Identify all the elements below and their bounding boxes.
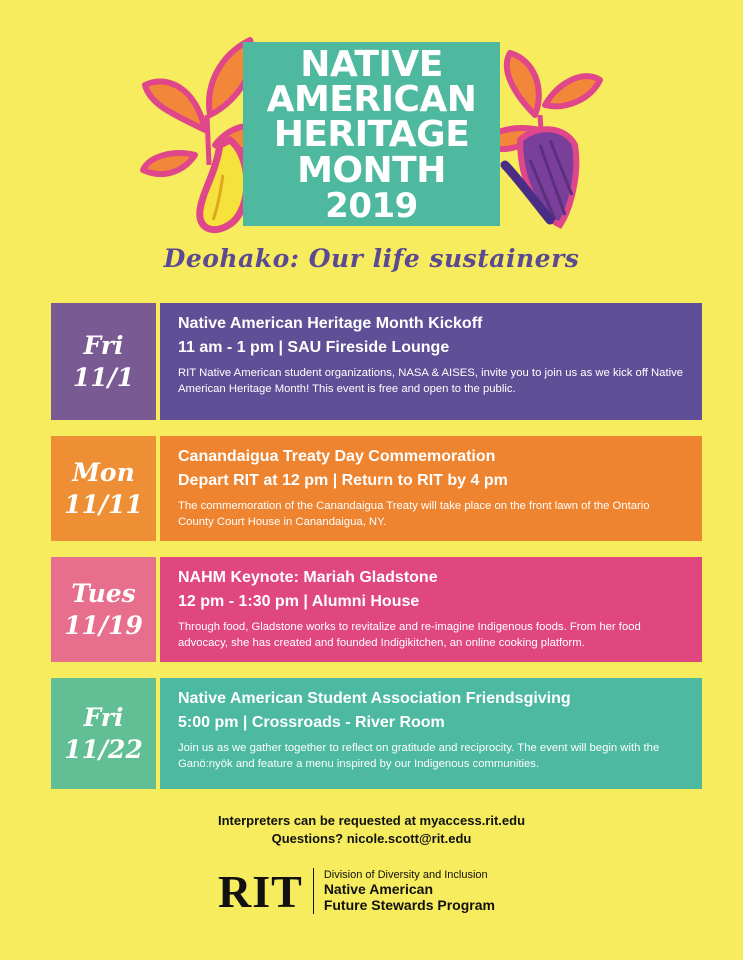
- event-date-number: 11/19: [64, 610, 143, 640]
- logo-text: [324, 869, 495, 914]
- event-time-location: Depart RIT at 12 pm | Return to RIT by 4 pm: [178, 472, 508, 489]
- event-date-number: 11/1: [72, 362, 135, 392]
- event-date: [51, 678, 156, 789]
- title-year: 2019: [325, 185, 418, 226]
- event-card: [51, 303, 702, 420]
- header: [0, 0, 743, 290]
- event-date: [51, 436, 156, 541]
- event-time-location: 5:00 pm | Crossroads - River Room: [178, 714, 445, 731]
- event-title: NAHM Keynote: Mariah Gladstone: [178, 569, 438, 586]
- title-line: HERITAGE: [273, 114, 470, 156]
- event-title: Canandaigua Treaty Day Commemoration: [178, 448, 496, 465]
- page-title: [243, 42, 500, 228]
- event-date-number: 11/11: [64, 489, 143, 519]
- event-date: [51, 303, 156, 420]
- rit-logo: [218, 866, 495, 916]
- title-line: AMERICAN: [266, 79, 477, 121]
- event-description: RIT Native American student organizations, NASA & AISES, invite you to join us as we kick off Native American Heritage Month! This event is free and open to the public.: [178, 367, 684, 396]
- event-details: [160, 557, 702, 662]
- event-details: [160, 678, 702, 789]
- event-date: [51, 557, 156, 662]
- rit-wordmark: RIT: [218, 865, 303, 917]
- event-card: [51, 678, 702, 789]
- contact-note: Questions? nicole.scott@rit.edu: [271, 831, 472, 847]
- footer: [0, 812, 743, 848]
- title-line: NATIVE: [300, 43, 443, 85]
- event-day: Tues: [71, 579, 136, 609]
- event-time-location: 12 pm - 1:30 pm | Alumni House: [178, 593, 420, 610]
- event-description: The commemoration of the Canandaigua Treaty will take place on the front lawn of the Ontario County Court House in Canandaigua, NY.: [178, 500, 650, 529]
- event-date-number: 11/22: [64, 734, 143, 764]
- interpreter-note: Interpreters can be requested at myaccess.rit.edu: [217, 813, 526, 828]
- event-title: Native American Student Association Friendsgiving: [178, 690, 571, 707]
- logo-division: Division of Diversity and Inclusion: [323, 868, 488, 881]
- event-day: Fri: [83, 331, 124, 361]
- logo-program-line1: Native American: [323, 881, 434, 898]
- logo-program-line2: Future Stewards Program: [323, 897, 495, 914]
- tagline: Deohako: Our life sustainers: [163, 244, 580, 273]
- event-details: [160, 436, 702, 541]
- event-description: Join us as we gather together to reflect on gratitude and reciprocity. The event will begin with the Ganö:nyök and feature a menu inspired by our Indigenous communities.: [178, 742, 660, 771]
- event-title: Native American Heritage Month Kickoff: [178, 315, 483, 332]
- title-line: MONTH: [297, 149, 446, 191]
- event-card: [51, 436, 702, 541]
- event-day: Mon: [72, 458, 135, 488]
- event-details: [160, 303, 702, 420]
- event-description: Through food, Gladstone works to revitalize and re-imagine Indigenous foods. From her food advocacy, she has created and founded Indigikitchen, an online cooking platform.: [178, 621, 641, 650]
- event-card: [51, 557, 702, 662]
- event-day: Fri: [83, 703, 124, 733]
- logo-divider: [313, 868, 314, 914]
- event-time-location: 11 am - 1 pm | SAU Fireside Lounge: [178, 339, 450, 356]
